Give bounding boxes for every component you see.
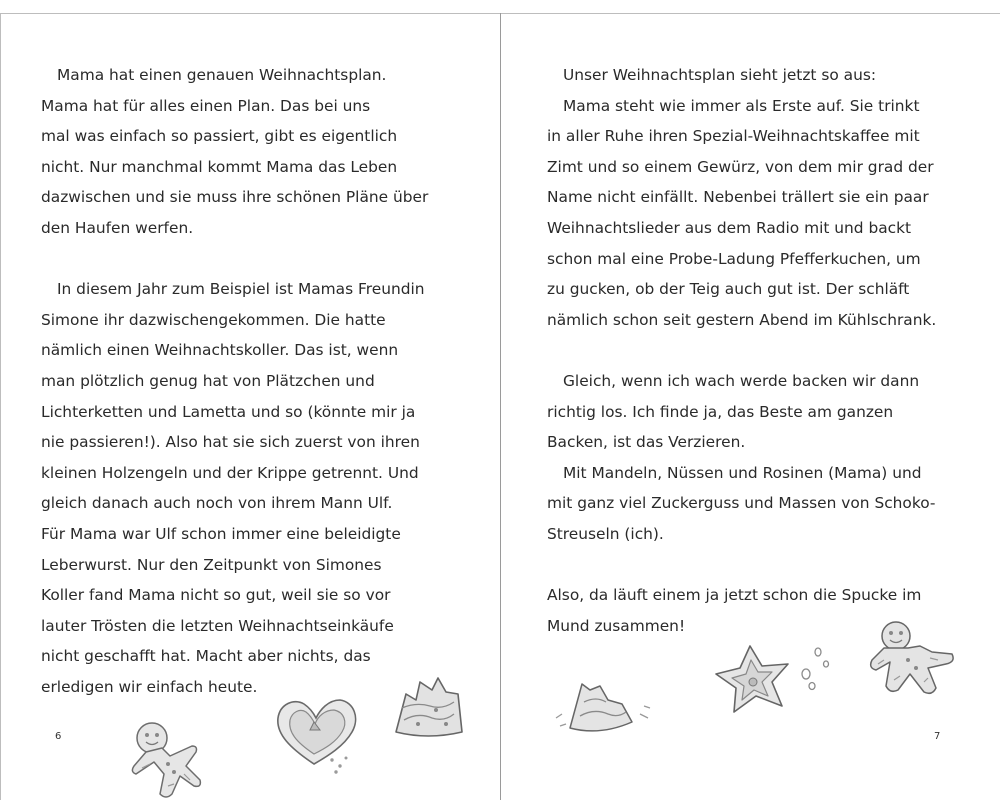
text-line: Koller fand Mama nicht so gut, weil sie so vor	[41, 586, 391, 605]
paragraph	[547, 366, 967, 550]
text-line: Mama hat einen genauen Weihnachtsplan.	[57, 66, 387, 84]
text-line: Zimt und so einem Gewürz, von dem mir grad der	[547, 157, 934, 176]
gingerbread-man-icon	[866, 616, 971, 711]
text-line: lauter Trösten die letzten Weihnachtseinkäufe	[41, 616, 394, 635]
text-line: Also, da läuft einem ja jetzt schon die Spucke im	[547, 586, 922, 605]
page-number-left: 6	[55, 731, 62, 742]
star-cookie-icon	[706, 638, 846, 723]
text-line: mit ganz viel Zuckerguss und Massen von Schoko-	[547, 494, 936, 513]
text-line: Simone ihr dazwischengekommen. Die hatte	[41, 310, 386, 329]
text-line: gleich danach auch noch von ihrem Mann Ulf.	[41, 494, 393, 513]
tree-cookie-icon	[548, 670, 663, 740]
book-frame-left	[0, 13, 1, 800]
paragraph	[547, 60, 967, 335]
text-line: Streuseln (ich).	[547, 524, 664, 543]
text-line: man plötzlich genug hat von Plätzchen und	[41, 371, 375, 390]
paragraph-gap	[41, 244, 481, 275]
text-line: Backen, ist das Verzieren.	[547, 433, 746, 452]
paragraph-gap	[547, 335, 967, 366]
right-page	[547, 60, 967, 641]
text-line: nie passieren!). Also hat sie sich zuerst von ihren	[41, 433, 420, 452]
text-line: mal was einfach so passiert, gibt es eigentlich	[41, 127, 398, 146]
text-line: zu gucken, ob der Teig auch gut ist. Der schläft	[547, 280, 910, 299]
text-line: Weihnachtslieder aus dem Radio mit und backt	[547, 218, 912, 237]
text-line: Für Mama war Ulf schon immer eine beleidigte	[41, 524, 401, 543]
text-line: schon mal eine Probe-Ladung Pfefferkuchen, um	[547, 249, 921, 268]
text-line: In diesem Jahr zum Beispiel ist Mamas Freundin	[57, 280, 425, 299]
text-line: nämlich schon seit gestern Abend im Kühlschrank.	[547, 310, 937, 329]
text-line: Mit Mandeln, Nüssen und Rosinen (Mama) und	[563, 463, 922, 482]
text-line: Lichterketten und Lametta und so (könnte mir ja	[41, 402, 416, 421]
book-spine	[500, 13, 501, 800]
text-line: nicht geschafft hat. Macht aber nichts, das	[41, 647, 371, 666]
text-line: Unser Weihnachtsplan sieht jetzt so aus:	[563, 66, 877, 84]
text-line: Mama hat für alles einen Plan. Das bei uns	[41, 96, 371, 115]
paragraph	[41, 274, 481, 702]
text-line: nämlich einen Weihnachtskoller. Das ist, wenn	[41, 341, 399, 360]
text-line: in aller Ruhe ihren Spezial-Weihnachtskaffee mit	[547, 127, 920, 146]
text-line: den Haufen werfen.	[41, 218, 194, 237]
text-line: Mund zusammen!	[547, 616, 686, 635]
text-line: Name nicht einfällt. Nebenbei trällert sie ein paar	[547, 188, 929, 207]
tree-cookie-icon	[388, 672, 468, 747]
text-line: Mama steht wie immer als Erste auf. Sie trinkt	[563, 96, 920, 115]
text-line: richtig los. Ich finde ja, das Beste am ganzen	[547, 402, 894, 421]
text-line: kleinen Holzengeln und der Krippe getrennt. Und	[41, 463, 419, 482]
gingerbread-man-icon	[124, 714, 214, 800]
text-line: dazwischen und sie muss ihre schönen Pläne über	[41, 188, 429, 207]
page-number-right: 7	[934, 731, 941, 742]
left-page	[41, 60, 481, 702]
text-line: Leberwurst. Nur den Zeitpunkt von Simones	[41, 555, 382, 574]
paragraph-gap	[547, 550, 967, 581]
text-line: Gleich, wenn ich wach werde backen wir dann	[563, 371, 920, 390]
heart-cookie-icon	[270, 690, 365, 780]
text-line: erledigen wir einfach heute.	[41, 677, 258, 696]
text-line: nicht. Nur manchmal kommt Mama das Leben	[41, 157, 398, 176]
paragraph	[41, 60, 481, 244]
